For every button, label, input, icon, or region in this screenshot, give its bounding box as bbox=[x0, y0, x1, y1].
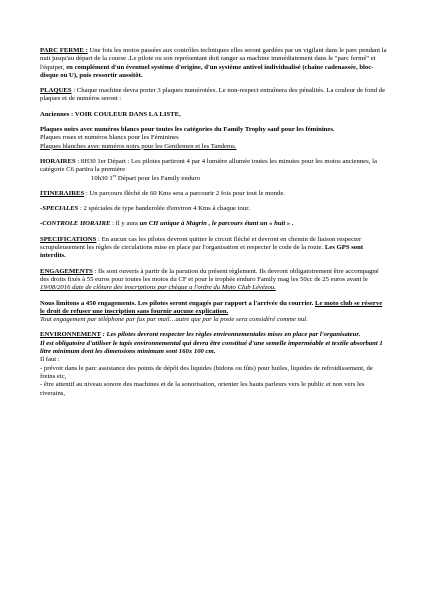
specifications-text: : En aucun cas les pilotes devront quitter le circuit fléché et devront en chemin de liaison respecter scrupuleusement les règles de circulations mise en place par l'organisation et respecter le code de la route. bbox=[40, 235, 362, 252]
parc-ferme-paragraph bbox=[40, 47, 388, 80]
horaires-text: : 8H30 1er Départ : Les pilotes partiront 4 par 4 lumière allumée toutes les minutes pour les motos anciennes, la catégorie C6 partira la première bbox=[40, 157, 377, 174]
itineraires-heading: ITINERAIRES bbox=[40, 189, 85, 197]
speciales-text: : 2 spéciales de type banderolée d'environ 4 Kms à chaque tour. bbox=[78, 205, 250, 213]
speciales-heading: -SPECIALES bbox=[40, 205, 79, 213]
engagements-text: : Ils sont ouverts à partir de la parution du présent règlement. Ils devront obligatoirement être accompagné des droits fixés à 55 euros pour toutes les motos du CF et pour le trophée enduro Family mag les 50cc de 25 euros avant le bbox=[40, 267, 379, 283]
plaques-noires: Plaques noirs avec numéros blancs pour toutes les catégories du Family Trophy sauf pour les féminines. bbox=[40, 126, 335, 134]
environnement-paragraph bbox=[40, 331, 388, 339]
limite-note: Tout engagement par téléphone par fax par mail…autre que par la poste sera considéré comme nul. bbox=[40, 316, 308, 324]
plaques-roses: Plaques roses et numéros blancs pour les Féminines bbox=[40, 134, 179, 142]
plaques-paragraph bbox=[40, 87, 388, 104]
environnement-text: : Les pilotes devront respecter les règles environnementales mises en place par l'organisateur. bbox=[100, 331, 361, 339]
environnement-heading: ENVIRONNEMENT bbox=[40, 331, 101, 339]
specifications-gps: Les GPS sont interdits. bbox=[40, 244, 364, 260]
plaques-heading: PLAQUES bbox=[40, 87, 72, 95]
plaques-blanches: Plaques blanches avec numéros noirs pour les Gentlemen et les Tandems. bbox=[40, 142, 237, 150]
parc-ferme-antivol: en complément d'un éventuel système d'origine, d'un système antivol individualisé (chaîne cadenassée, bloc-disque ou U), puis ressortir aussitôt. bbox=[40, 63, 374, 79]
itineraires-paragraph bbox=[40, 190, 388, 198]
specifications-paragraph bbox=[40, 236, 388, 261]
specifications-heading: SPECIFICATIONS bbox=[40, 235, 97, 243]
itineraires-text: : Un parcours fléché de 60 Kms sera a parcourir 2 fois pour tout le monde. bbox=[84, 189, 285, 197]
engagements-paragraph bbox=[40, 268, 388, 293]
controle-heading: -CONTROLE HORAIRE bbox=[40, 220, 111, 228]
plaques-anciennes: Anciennes : VOIR COULEUR DANS LA LISTE, bbox=[40, 110, 181, 118]
horaires-paragraph bbox=[40, 158, 388, 175]
environnement-tapis: Il est obligatoire d'utiliser le tapis environnemental qui devra être constitué d'une semelle imperméable et textile absorbant 1 litre minimum dont les dimensions minimum sont 160x 100 cm. bbox=[40, 339, 383, 356]
environnement-il-faut: Il faut : bbox=[40, 356, 60, 364]
limite-refus: Le moto club se réserve le droit de refuser une inscription sans fournir aucune explication. bbox=[40, 299, 383, 315]
limite-text: Nous limitons a 450 engagements. Les pilotes seront engagés par rapport a l'arrivée du courrier. bbox=[40, 299, 315, 307]
speciales-paragraph bbox=[40, 205, 388, 213]
engagements-date: 19/08/2016 date de clôture des inscriptions par chèque a l'ordre du Moto Club Lévézou. bbox=[40, 284, 276, 292]
controle-paragraph bbox=[40, 220, 388, 228]
environnement-item-2: - être attentif au niveau sonore des machines et de la sonorisation, orienter les hauts parleurs vers le public et non vers les riverains, bbox=[40, 381, 365, 397]
limite-paragraph bbox=[40, 300, 388, 317]
parc-ferme-heading: PARC FERME : bbox=[40, 47, 88, 54]
plaques-text: : Chaque machine devra porter 3 plaques numérotées. Le non-respect entraînera des pénalités. La couleur de fond de plaques et de numéros seront : bbox=[40, 87, 386, 103]
environnement-item-1: - prévoir dans le parc assistance des points de dépôt des liquides (bidons ou fûts) pour huiles, liquides de refroidissement, de freins etc, bbox=[40, 364, 373, 380]
controle-text: : Il y aura bbox=[110, 220, 140, 228]
document-body bbox=[40, 47, 388, 398]
engagements-heading: ENGAGEMENTS bbox=[40, 267, 93, 275]
parc-ferme-text: Une fois les motos passées aux contrôles techniques elles seront gardées par un vigilant dans le parc pendant la nuit jusqu'au départ de la course .Le pilote ou son représentant doit ranger sa machine immédiatement dans le "parc fermé" et l'équiper, bbox=[40, 47, 387, 71]
controle-bold: un CH unique à Magrin , le parcours étant un « huit » . bbox=[139, 220, 294, 228]
horaires-family: 10h30 1er Départ pour les Family enduro bbox=[91, 172, 200, 182]
horaires-heading: HORAIRES bbox=[40, 157, 76, 165]
